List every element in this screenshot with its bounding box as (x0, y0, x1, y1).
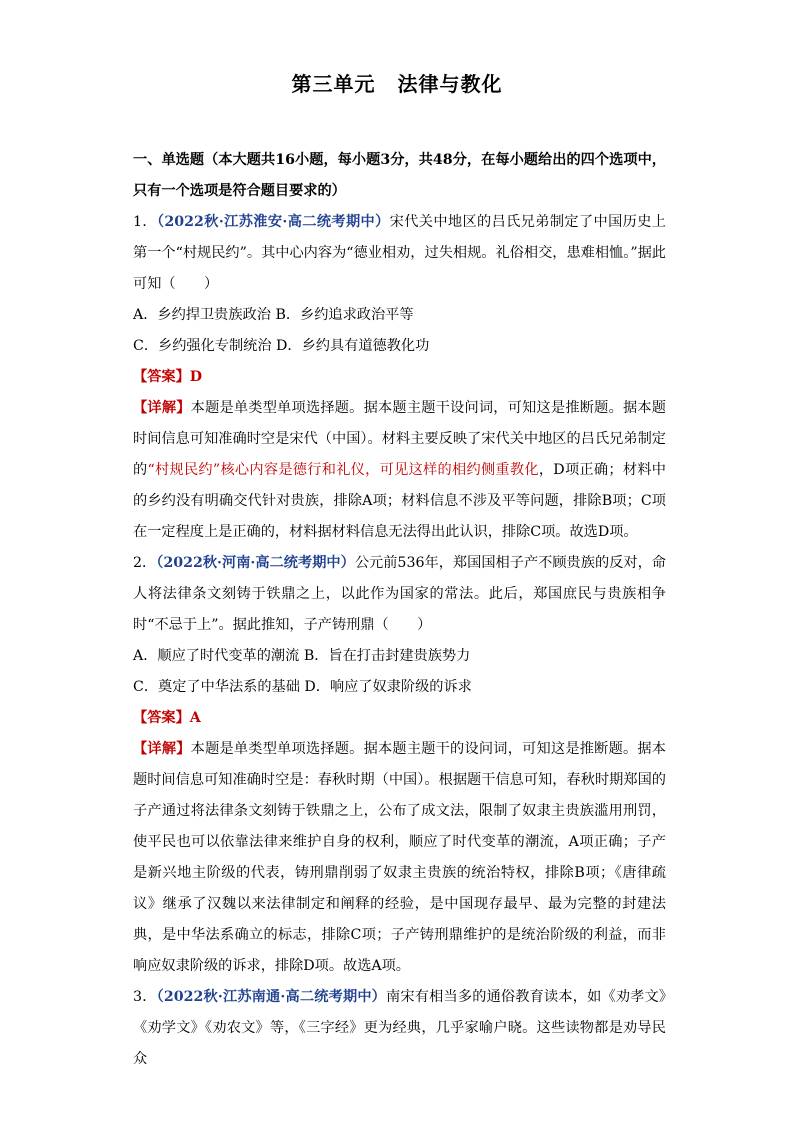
answer-value: A (189, 710, 201, 726)
question-source: （2022秋·河南·高二统考期中） (156, 555, 355, 571)
detail-text: ，D项正确；材料中的乡约没有明确交代针对贵族，排除A项；材料信息不涉及平等问题，排除B项；C项在一定程度上是正确的，材料据材料信息无法得出此认识，排除C项。故选D项。 (133, 462, 666, 540)
detail-highlight: “村规民约”核心内容是德行和礼仪，可见这样的相约侧重教化 (147, 462, 539, 478)
question-text: 公元前536年，郑国国相子产不顾贵族的反对，命人将法律条文刻铸于铁鼎之上，以此作为国家的常法。此后，郑国庶民与贵族相争时“不忌于上”。据此推知，子产铸刑鼎（ ） (133, 555, 666, 633)
question-2-options-ab: A．顺应了时代变革的潮流 B．旨在打击封建贵族势力 (133, 648, 471, 664)
question-text: 南宋有相当多的通俗教育读本，如《劝孝文》《劝学文》《劝农文》等，《三字经》更为经典，几乎家喻户晓。这些读物都是劝导民众 (133, 989, 666, 1067)
question-source: （2022秋·江苏南通·高二统考期中） (156, 989, 387, 1005)
document-body (133, 145, 666, 1075)
title-part1: 第三单元 (291, 72, 376, 96)
question-3-stem (133, 982, 666, 1075)
answer-label: 【答案】 (133, 369, 190, 385)
page-title (0, 68, 794, 97)
detail-text: 本题是单类型单项选择题。据本题主题干设问词，可知这是推断题。据本题时间信息可知准确时空是宋代（中国）。材料主要反映了宋代关中地区的吕氏兄弟制定的 (133, 400, 666, 478)
question-1-answer (133, 362, 666, 393)
title-part2: 法律与教化 (397, 72, 503, 96)
question-number: 2． (133, 555, 157, 571)
detail-label: 【详解】 (133, 400, 191, 416)
question-2-options-cd: C．奠定了中华法系的基础 D．响应了奴隶阶级的诉求 (133, 679, 472, 695)
question-2-stem (133, 548, 666, 641)
question-1-options-ab: A．乡约捍卫贵族政治 B．乡约追求政治平等 (133, 307, 414, 323)
answer-label: 【答案】 (133, 710, 190, 726)
question-2-answer (133, 703, 666, 734)
detail-text: 本题是单类型单项选择题。据本题主题干的设问词，可知这是推断题。据本题时间信息可知准确时空是：春秋时期（中国）。根据题干信息可知，春秋时期郑国的子产通过将法律条文刻铸于铁鼎之上，公布了成文法，限制了奴隶主贵族滥用刑罚，使平民也可以依靠法律来维护自身的权利，顺应了时代变革的潮流，A项正确；子产是新兴地主阶级的代表，铸刑鼎削弱了奴隶主贵族的统治特权，排除B项；《唐律疏议》继承了汉魏以来法律制定和阐释的经验，是中国现存最早、最为完整的封建法典，是中华法系确立的标志，排除C项；子产铸刑鼎维护的是统治阶级的利益，而非响应奴隶阶级的诉求，排除D项。故选A项。 (133, 741, 666, 974)
question-1-options-cd: C．乡约强化专制统治 D．乡约具有道德教化功 (133, 338, 430, 354)
question-text: 宋代关中地区的吕氏兄弟制定了中国历史上第一个“村规民约”。其中心内容为“德业相劝，过失相规。礼俗相交，患难相恤。”据此可知（ ） (133, 214, 666, 292)
detail-label: 【详解】 (133, 741, 191, 757)
question-2-detail (133, 734, 666, 982)
section-heading: 一、单选题（本大题共16小题，每小题3分，共48分，在每小题给出的四个选项中，只有一个选项是符合题目要求的） (133, 152, 666, 199)
question-1-stem (133, 207, 666, 300)
question-1-detail (133, 393, 666, 548)
question-source: （2022秋·江苏淮安·高二统考期中） (156, 214, 390, 230)
question-number: 1． (133, 214, 157, 230)
question-number: 3． (133, 989, 157, 1005)
answer-value: D (189, 369, 203, 385)
